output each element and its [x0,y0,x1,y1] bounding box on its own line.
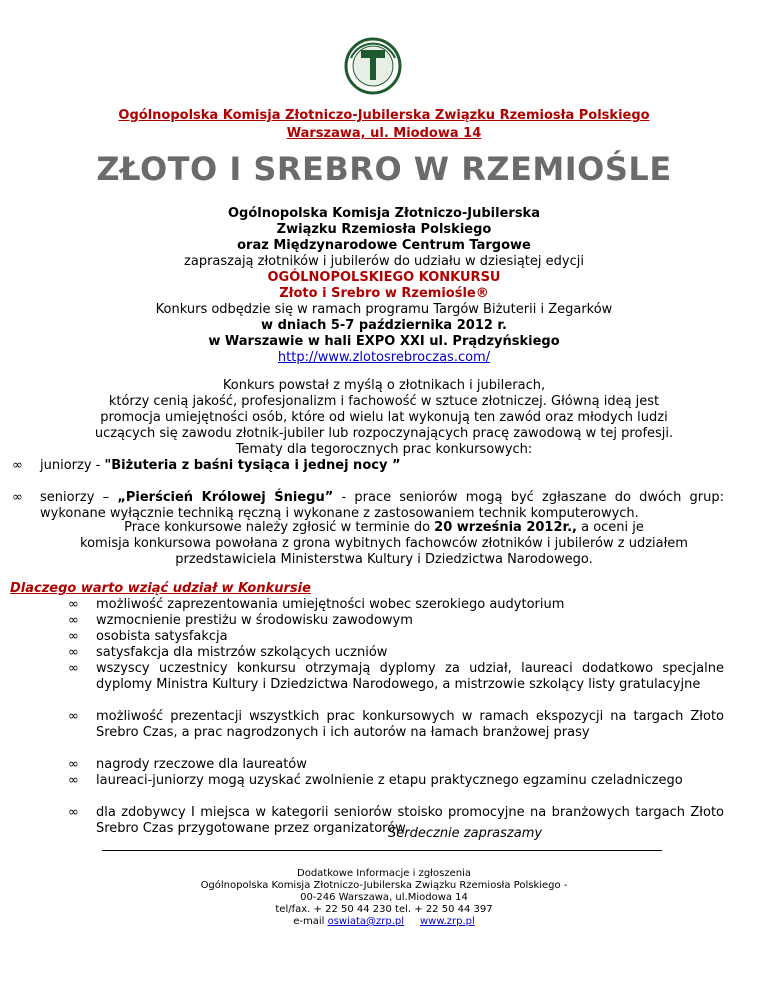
about-line-1: Konkurs powstał z myślą o złotnikach i jubilerach, [222,378,546,393]
intro-contest-name: Złoto i Srebro w Rzemiośle® [279,286,489,301]
intro-union: Związku Rzemiosła Polskiego [276,222,492,237]
header-line-2: Warszawa, ul. Miodowa 14 [286,126,482,141]
footer-line-1: Dodatkowe Informacje i zgłoszenia [297,868,471,879]
footer-line-3: 00-246 Warszawa, ul.Miodowa 14 [300,892,468,903]
page-title: ZŁOTO I SREBRO W RZEMIOŚLE [96,150,672,188]
why-item: wszyscy uczestnicy konkursu otrzymają dyplomy za udział, laureaci dodatkowo specjalne dyplomy Ministra Kultury i Dziedzictwa Narodowego, a mistrzowie szkolący listy gratulacyjne [96,661,724,692]
bullet-icon: ∞ [68,757,79,772]
intro-venue: w Warszawie w hali EXPO XXI ul. Prądzyńskiego [208,334,560,349]
intro-dates: w dniach 5-7 października 2012 r. [261,318,507,333]
bullet-icon: ∞ [68,597,79,612]
website-footer-link[interactable]: www.zrp.pl [419,916,475,927]
theme-senior-desc: - prace seniorów mogą być zgłaszane do dwóch grup: wykonane wyłącznie techniką ręczną i wykonane z zastosowaniem technik komputerowych. [40,490,724,521]
why-item: satysfakcja dla mistrzów szkolących uczniów [96,645,388,660]
bullet-icon: ∞ [68,773,79,788]
why-item: możliwość prezentacji wszystkich prac konkursowych w ramach ekspozycji na targach Złoto Srebro Czas, a prac nagrodzonych i ich autorów na łamach branżowej prasy [96,709,724,740]
logo [343,36,403,96]
theme-senior-label: seniorzy – [40,490,118,505]
email-link[interactable]: oswiata@zrp.pl [327,916,405,927]
bullet-icon: ∞ [12,458,23,473]
divider [102,850,662,851]
deadline-line-2: komisja konkursowa powołana z grona wybitnych fachowców złotników i jubilerów z udziałem [80,536,688,551]
theme-junior [40,458,720,474]
closing-text: Serdecznie zapraszamy [388,826,543,841]
why-item: wzmocnienie prestiżu w środowisku zawodowym [96,613,413,628]
website-link[interactable]: http://www.zlotosrebroczas.com/ [277,350,491,365]
about-line-2: którzy cenią jakość, profesjonalizm i fachowość w sztuce złotniczej. Główną ideą jest [108,394,660,409]
theme-senior-title: „Pierścień Królowej Śniegu” [117,490,334,505]
intro-org: Ogólnopolska Komisja Złotniczo-Jubilerska [228,206,540,221]
bullet-icon: ∞ [68,661,79,676]
footer-line-4: tel/fax. + 22 50 44 230 tel. + 22 50 44 397 [275,904,493,915]
bullet-icon: ∞ [68,709,79,724]
bullet-icon: ∞ [68,645,79,660]
deadline-line-1 [0,520,768,536]
footer-line-2: Ogólnopolska Komisja Złotniczo-Jubilerska Związku Rzemiosła Polskiego - [200,880,568,891]
intro-invite: zapraszają złotników i jubilerów do udziału w dziesiątej edycji [184,254,584,269]
bullet-icon: ∞ [68,805,79,820]
theme-junior-label: juniorzy - [40,458,105,473]
why-item: nagrody rzeczowe dla laureatów [96,757,307,772]
intro-center: oraz Międzynarodowe Centrum Targowe [237,238,531,253]
why-item: dla zdobywcy I miejsca w kategorii seniorów stoisko promocyjne na branżowych targach Złoto Srebro Czas przygotowane przez organizatorów [96,805,724,836]
deadline-text: Prace konkursowe należy zgłosić w terminie do [124,520,435,535]
about-line-4: uczących się zawodu złotnik-jubiler lub rozpoczynających pracę zawodową w tej profesji. [94,426,674,441]
about-line-3: promocja umiejętności osób, które od wielu lat wykonują ten zawód oraz młodych ludzi [100,410,668,425]
why-heading: Dlaczego warto wziąć udział w Konkursie [10,581,311,596]
bullet-icon: ∞ [68,613,79,628]
theme-senior [40,490,724,522]
why-item: laureaci-juniorzy mogą uzyskać zwolnienie z etapu praktycznego egzaminu czeladniczego [96,773,683,788]
header-line-1: Ogólnopolska Komisja Złotniczo-Jubilerska Związku Rzemiosła Polskiego [118,108,650,123]
intro-program: Konkurs odbędzie się w ramach programu Targów Biżuterii i Zegarków [155,302,613,317]
why-item: osobista satysfakcja [96,629,228,644]
why-item: możliwość zaprezentowania umiejętności wobec szerokiego audytorium [96,597,565,612]
footer-line-5 [0,916,768,928]
deadline-date: 20 września 2012r., [434,520,577,535]
email-label: e-mail [293,916,328,927]
intro-contest: OGÓLNOPOLSKIEGO KONKURSU [267,270,501,285]
deadline-text-end: a oceni je [576,520,644,535]
bullet-icon: ∞ [12,490,23,505]
about-line-5: Tematy dla tegorocznych prac konkursowych: [235,442,533,457]
bullet-icon: ∞ [68,629,79,644]
theme-junior-title: "Biżuteria z baśni tysiąca i jednej nocy ” [104,458,401,473]
hammer-emblem-icon [343,36,403,96]
deadline-line-3: przedstawiciela Ministerstwa Kultury i Dziedzictwa Narodowego. [175,552,593,567]
